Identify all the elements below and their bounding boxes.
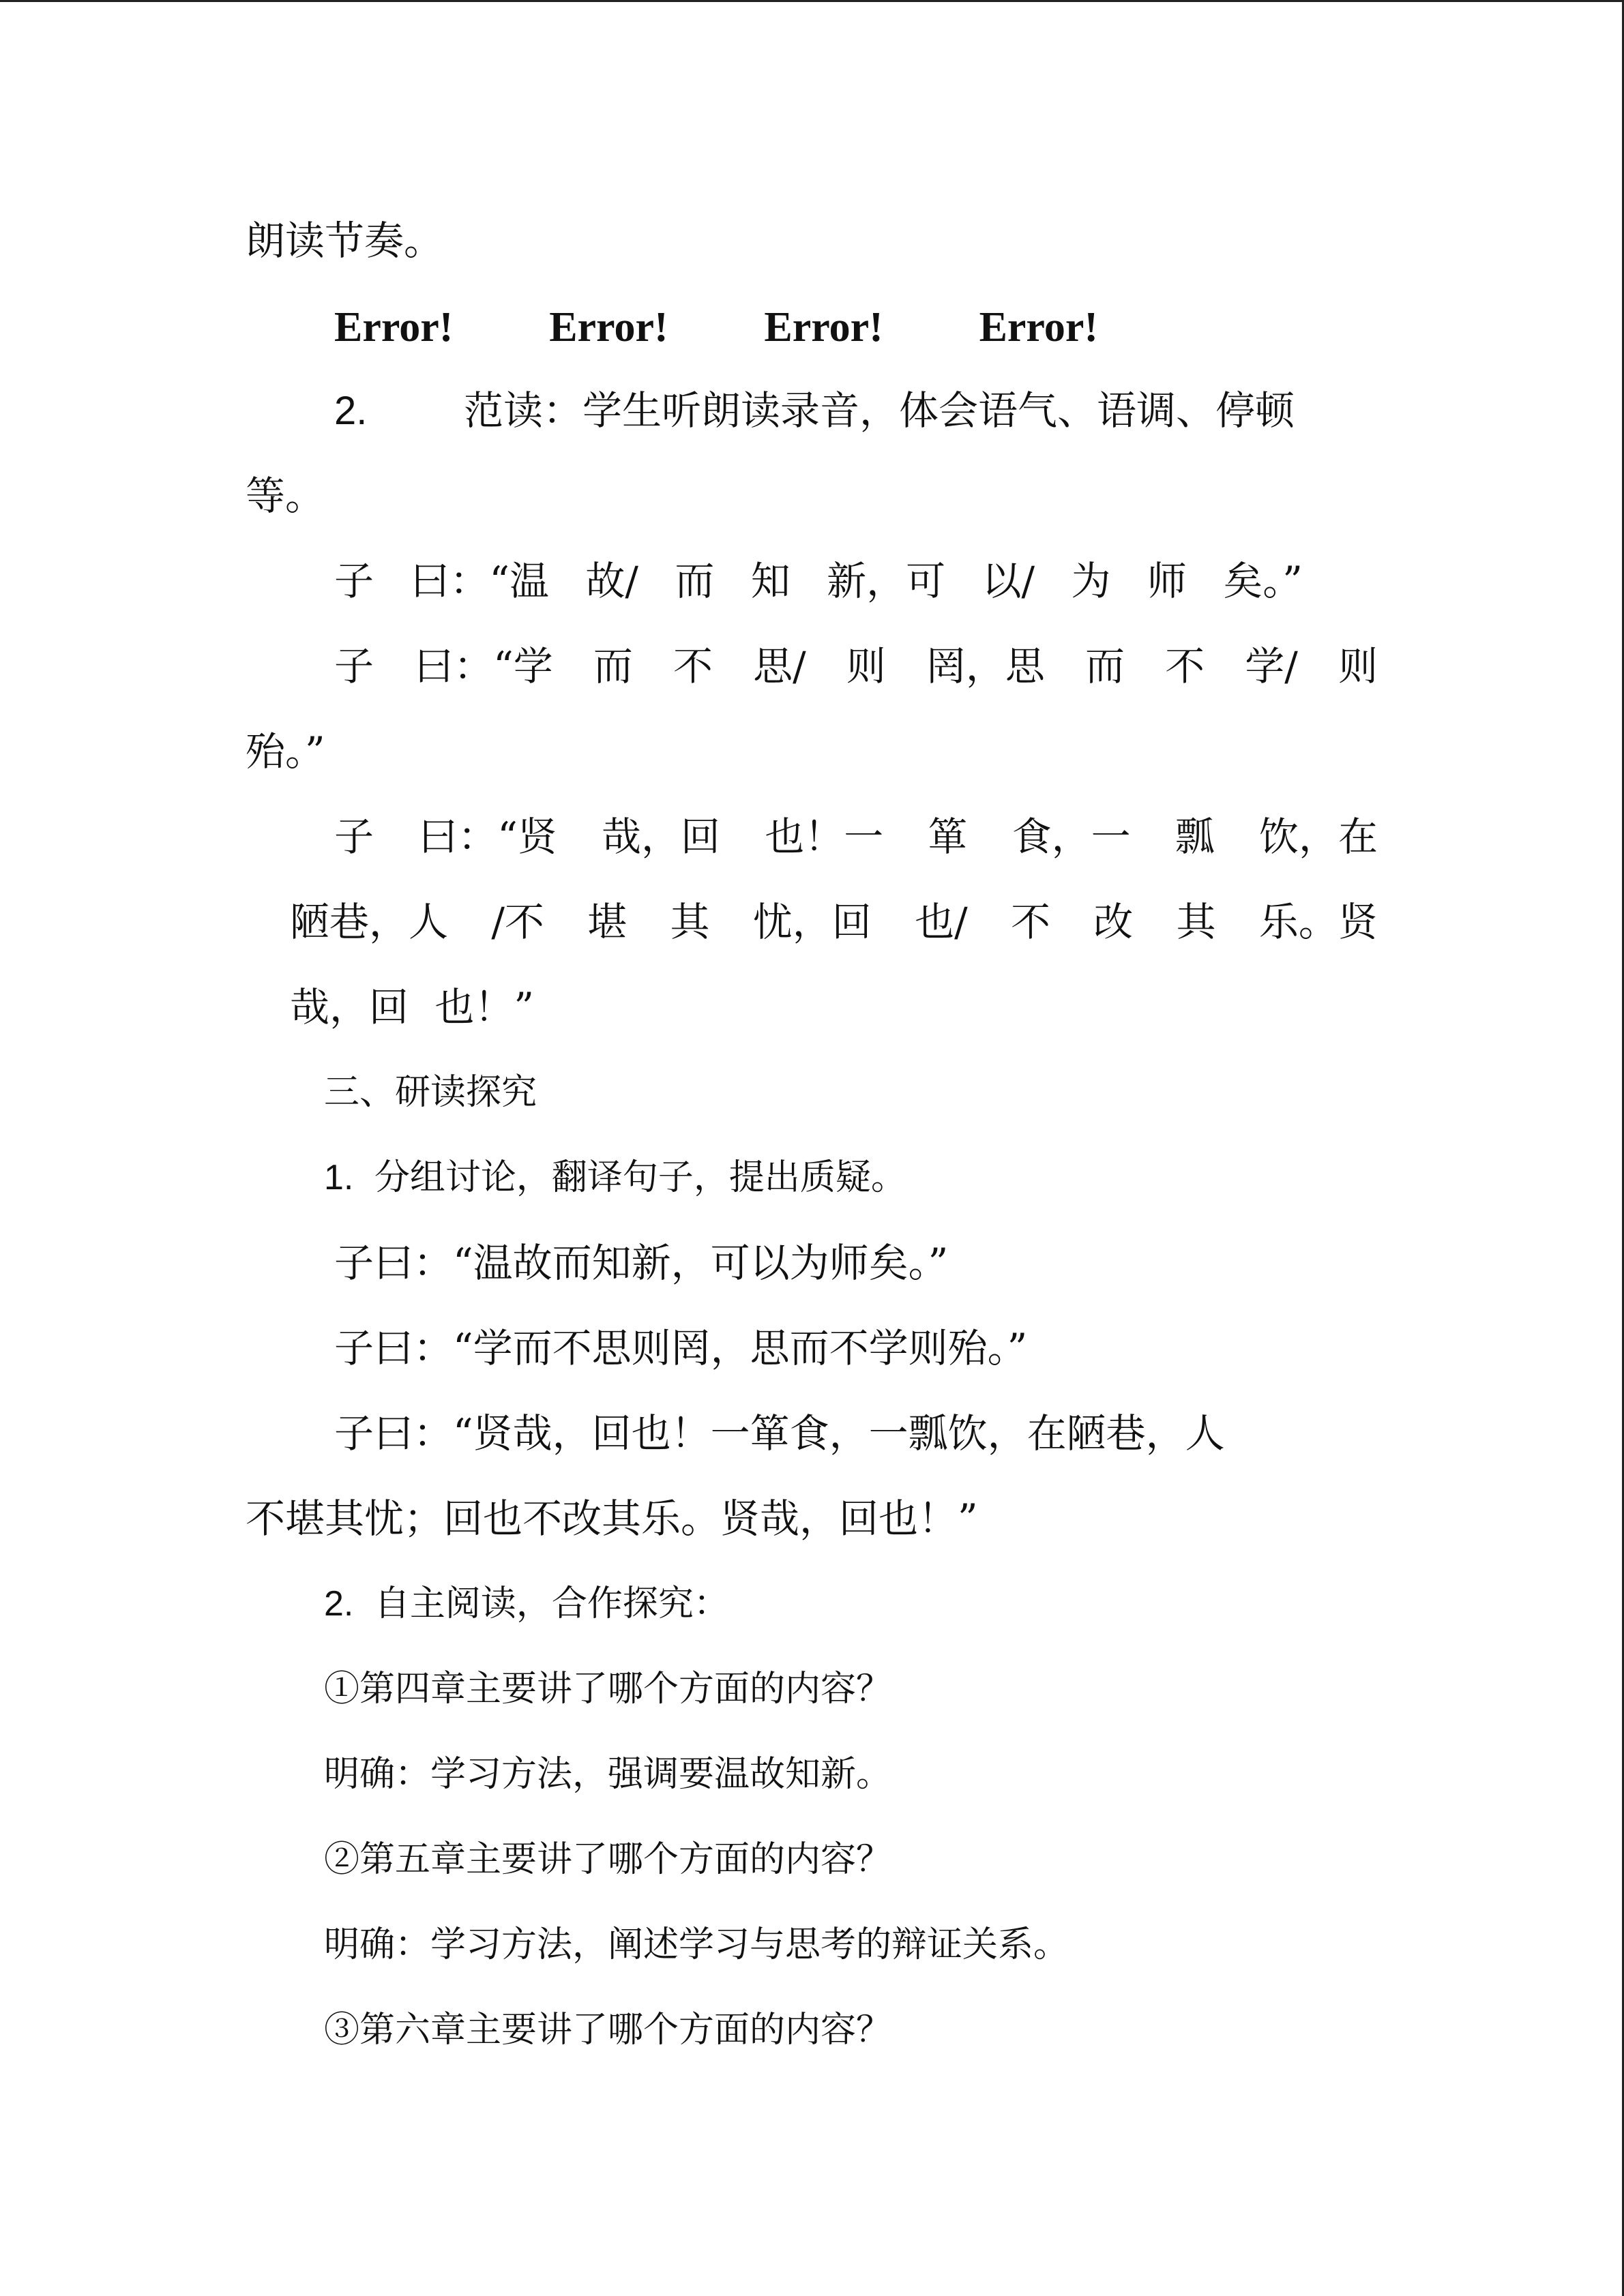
error-field-3: Error! bbox=[764, 304, 883, 351]
answer-1: 明确：学习方法，强调要温故知新。 bbox=[324, 1754, 892, 1795]
paragraph-reading-rhythm: 朗读节奏。 bbox=[246, 218, 444, 264]
rhythm-1-seg: 故/ bbox=[585, 558, 638, 604]
rhythm-2-seg: 则 bbox=[846, 643, 886, 689]
rhythm-line-3 bbox=[334, 809, 1378, 864]
item-1 bbox=[324, 1150, 906, 1205]
rhythm-2-seg: 曰：“学 bbox=[414, 643, 553, 689]
rhythm-3-seg: 也！一 bbox=[765, 814, 884, 860]
rhythm-3b-seg: 其 bbox=[670, 899, 710, 945]
item-1-num: 1. bbox=[324, 1158, 354, 1197]
rhythm-1-seg: 矣。” bbox=[1223, 558, 1303, 604]
rhythm-3-seg: 饮，在 bbox=[1258, 814, 1378, 860]
rhythm-1-seg: 以/ bbox=[981, 558, 1035, 604]
rhythm-3b-seg: 改 bbox=[1093, 899, 1134, 945]
quote-3: 子曰：“贤哉，回也！一箪食，一瓢饮，在陋巷，人 bbox=[334, 1410, 1225, 1457]
rhythm-3-seg: 子 bbox=[334, 814, 374, 860]
rhythm-2-seg: 而 bbox=[1085, 643, 1125, 689]
rhythm-2-seg: 则 bbox=[1338, 643, 1378, 689]
rhythm-1-seg: 师 bbox=[1147, 558, 1187, 604]
question-3: ③第六章主要讲了哪个方面的内容？ bbox=[324, 2010, 892, 2051]
rhythm-3b-seg: 堪 bbox=[587, 899, 628, 945]
quote-2: 子曰：“学而不思则罔，思而不学则殆。” bbox=[334, 1325, 1028, 1371]
rhythm-3b-seg: 也/ bbox=[915, 899, 968, 945]
rhythm-1-seg: 子 bbox=[334, 558, 374, 604]
rhythm-3b-seg: 陋巷，人 bbox=[290, 899, 449, 945]
section-heading: 三、研读探究 bbox=[324, 1072, 537, 1113]
question-2: ②第五章主要讲了哪个方面的内容？ bbox=[324, 1839, 892, 1880]
fandu-line-cont: 等。 bbox=[246, 473, 325, 519]
rhythm-1-seg: 为 bbox=[1071, 558, 1111, 604]
rhythm-3b-seg: 忧，回 bbox=[752, 899, 872, 945]
fandu-number bbox=[334, 383, 367, 438]
rhythm-3b-seg: 其 bbox=[1176, 899, 1216, 945]
fandu-num: 2. bbox=[334, 389, 368, 433]
rhythm-2-seg: 罔，思 bbox=[926, 643, 1045, 689]
rhythm-3-seg: 瓢 bbox=[1175, 814, 1215, 860]
error-field-1: Error! bbox=[334, 304, 454, 351]
item-2 bbox=[324, 1577, 729, 1631]
rhythm-line-2-cont: 殆。” bbox=[246, 728, 325, 775]
quote-1: 子曰：“温故而知新，可以为师矣。” bbox=[334, 1240, 949, 1286]
rhythm-3b-seg: 乐。贤 bbox=[1258, 899, 1378, 945]
rhythm-2-seg: 而 bbox=[593, 643, 633, 689]
rhythm-3-seg: 箪 bbox=[928, 814, 968, 860]
rhythm-1-seg: 知 bbox=[750, 558, 791, 604]
rhythm-3-seg: 曰：“贤 bbox=[418, 814, 557, 860]
rhythm-line-1 bbox=[334, 554, 1303, 608]
error-field-2: Error! bbox=[549, 304, 668, 351]
error-field-4: Error! bbox=[979, 304, 1098, 351]
rhythm-3b-seg: 不 bbox=[1010, 899, 1050, 945]
rhythm-3-seg: 食，一 bbox=[1012, 814, 1131, 860]
rhythm-2-seg: 子 bbox=[334, 643, 374, 689]
rhythm-2-seg: 不 bbox=[1165, 643, 1205, 689]
rhythm-line-2 bbox=[334, 639, 1378, 694]
question-1: ①第四章主要讲了哪个方面的内容？ bbox=[324, 1669, 892, 1710]
quote-3-cont: 不堪其忧；回也不改其乐。贤哉，回也！” bbox=[246, 1495, 978, 1542]
error-row bbox=[334, 297, 1098, 358]
rhythm-3-seg: 哉，回 bbox=[602, 814, 721, 860]
rhythm-2-seg: 思/ bbox=[753, 643, 806, 689]
answer-2: 明确：学习方法，阐述学习与思考的辩证关系。 bbox=[324, 1924, 1069, 1965]
rhythm-2-seg: 学/ bbox=[1245, 643, 1298, 689]
item-2-text: 自主阅读，合作探究： bbox=[374, 1583, 729, 1624]
rhythm-2-seg: 不 bbox=[673, 643, 713, 689]
rhythm-1-seg: 曰：“温 bbox=[410, 558, 550, 604]
item-2-num: 2. bbox=[324, 1584, 354, 1624]
item-1-text: 分组讨论，翻译句子，提出质疑。 bbox=[374, 1157, 906, 1198]
rhythm-1-seg: 新，可 bbox=[827, 558, 946, 604]
page-border-top bbox=[0, 0, 1624, 2]
rhythm-line-3b bbox=[290, 895, 1378, 949]
rhythm-3b-seg: /不 bbox=[491, 899, 544, 945]
rhythm-line-3c: 哉，回 也！” bbox=[290, 984, 535, 1030]
rhythm-1-seg: 而 bbox=[675, 558, 715, 604]
fandu-line: 范读：学生听朗读录音，体会语气、语调、停顿 bbox=[464, 387, 1295, 434]
